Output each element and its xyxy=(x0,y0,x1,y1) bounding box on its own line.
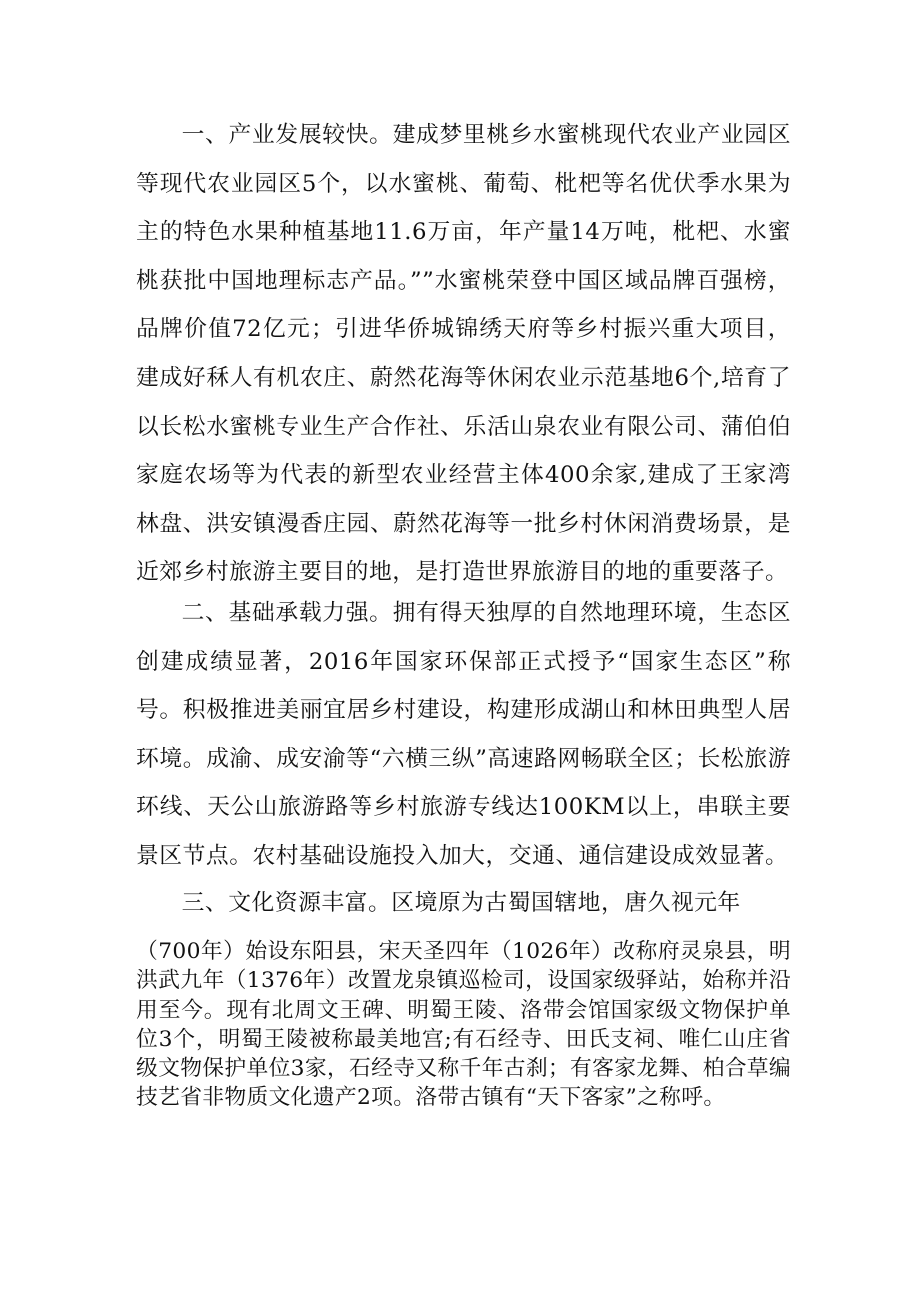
paragraph-cultural-resources-heading: 三、文化资源丰富。区境原为古蜀国辖地，唐久视元年 xyxy=(181,890,741,916)
paragraph-infrastructure: 二、基础承载力强。拥有得天独厚的自然地理环境，生态区创建成绩显著，2016年国家环保部正式授予“国家生态区”称号。积极推进美丽宜居乡村建设，构建形成湖山和林田典型人居环境。成渝、成安渝等“六横三纵”高速路网畅联全区；长松旅游环线、天公山旅游路等乡村旅游专线达100KM以上，串联主要景区节点。农村基础设施投入加大，交通、通信建设成效显著。 xyxy=(136,600,791,869)
paragraph-industry-development: 一、产业发展较快。建成梦里桃乡水蜜桃现代农业产业园区等现代农业园区5个，以水蜜桃、葡萄、枇杷等名优伏季水果为主的特色水果种植基地11.6万亩，年产量14万吨，枇杷、水蜜桃获批中国地理标志产品。””水蜜桃荣登中国区域品牌百强榜，品牌价值72亿元；引进华侨城锦绣天府等乡村振兴重大项目，建成好秝人有机农庄、蔚然花海等休闲农业示范基地6个,培育了以长松水蜜桃专业生产合作社、乐活山泉农业有限公司、蒲伯伯家庭农场等为代表的新型农业经营主体400余家,建成了王家湾林盘、洪安镇漫香庄园、蔚然花海等一批乡村休闲消费场景，是近郊乡村旅游主要目的地，是打造世界旅游目的地的重要落子。 xyxy=(136,122,791,586)
paragraph-cultural-resources-body: （700年）始设东阳县，宋天圣四年（1026年）改称府灵泉县，明洪武九年（1376年）改置龙泉镇巡检司，设国家级驿站，始称并沿用至今。现有北周文王碑、明蜀王陵、洛带会馆国家级文物保护单位3个，明蜀王陵被称最美地宫;有石经寺、田氏支祠、唯仁山庄省级文物保护单位3家，石经寺又称千年古刹；有客家龙舞、柏合草编技艺省非物质文化遗产2项。洛带古镇有“天下客家”之称呼。 xyxy=(136,939,791,1111)
